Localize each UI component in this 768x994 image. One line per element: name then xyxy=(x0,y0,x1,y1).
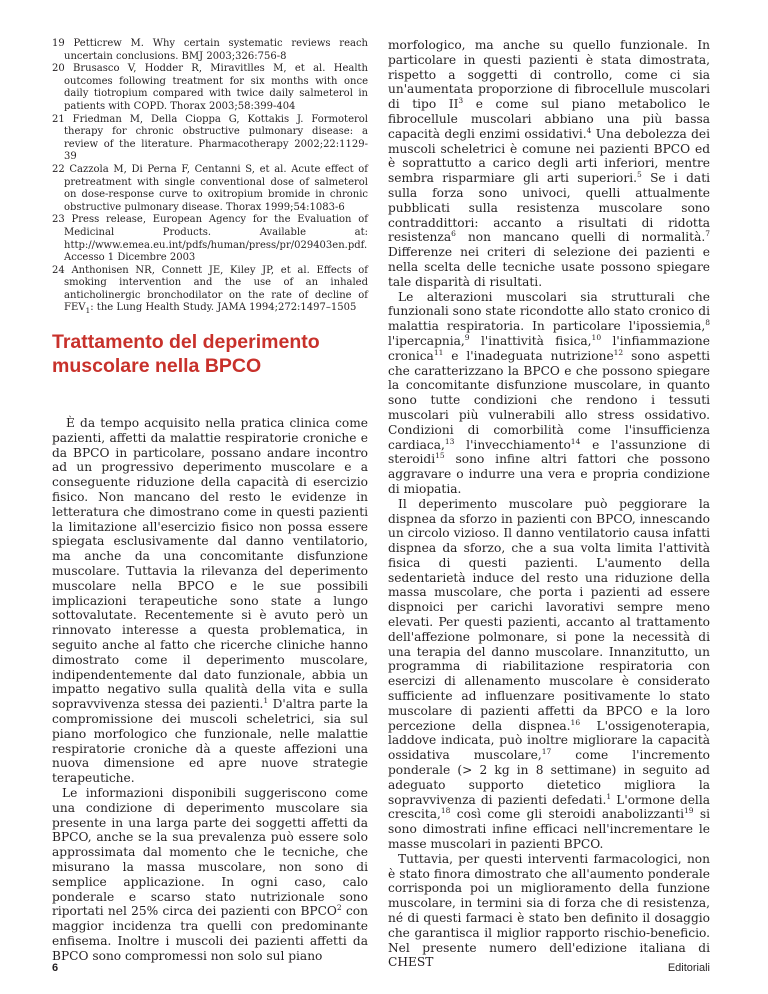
reference-number: 19 xyxy=(52,38,65,49)
reference-number: 22 xyxy=(52,163,65,175)
reference-list xyxy=(52,38,368,315)
reference-number: 20 xyxy=(52,63,65,75)
reference-number: 23 xyxy=(52,214,65,226)
reference-item xyxy=(52,114,368,164)
body-paragraph: Le informazioni disponibili suggeriscono come una condizione di deperimento muscolare sia presente in una larga parte dei soggetti affetti da BPCO, anche se la sua prevalenza può essere solo approssimata dal momento che le tecniche, che misurano la massa muscolare, non sono di semplice applicazione. In ogni caso, calo ponderale e scarso stato nutrizionale sono riportati nel 25% circa dei pazienti con BPCO$^2$ con maggior incidenza tra quelli con predominante enfisema. Inoltre i muscoli dei pazienti affetti da BPCO sono compromessi non solo sul piano xyxy=(52,785,368,963)
section-label: Editoriali xyxy=(667,962,710,974)
references-column xyxy=(52,38,368,315)
reference-text: Petticrew M. Why certain systematic reviews reach uncertain conclusions. BMJ 2003;326:756-8 xyxy=(64,38,368,62)
reference-number: 21 xyxy=(52,113,65,125)
reference-item xyxy=(52,63,368,113)
article-title: Trattamento del deperimento muscolare nella BPCO xyxy=(52,331,320,377)
reference-number: 24 xyxy=(52,264,65,276)
body-paragraph: È da tempo acquisito nella pratica clinica come pazienti, affetti da malattie respiratorie croniche e da BPCO in particolare, possano andare incontro ad un progressivo deperimento muscolare e a conseguente riduzione della capacità di esercizio fisico. Non mancano del resto le evidenze in letteratura che dimostrano come in questi pazienti la limitazione all'esercizio fisico non possa essere spiegata esclusivamente dal danno ventilatorio, ma anche da una concomitante disfunzione muscolare. Tuttavia la rilevanza del deperimento muscolare nella BPCO e le sue possibili implicazioni terapeutiche sono state a lungo sottovalutate. Recentemente si è avuto però un rinnovato interesse a questa problematica, in seguito anche al fatto che ricerche cliniche hanno dimostrato come il deperimento muscolare, indipendentemente dal dato funzionale, abbia un impatto negativo sulla qualità della vita e sulla sopravvivenza stessa dei pazienti.$^1$ D'altra parte la compromissione dei muscoli scheletrici, sia sul piano morfologico che funzionale, nelle malattie respiratorie croniche dà a queste affezioni una nuova dimensione ed apre nuove strategie terapeutiche. xyxy=(52,416,368,786)
reference-text: Brusasco V, Hodder R, Miravitlles M, et al. Health outcomes following treatment for six months with once daily tiotropium compared with twice daily salmeterol in patients with COPD. Thorax 2003;58:399-404 xyxy=(64,63,368,112)
reference-item xyxy=(52,38,368,63)
reference-text: Cazzola M, Di Perna F, Centanni S, et al. Acute effect of pretreatment with single conventional dose of salmeterol on dose-response curve to oxitropium bromide in chronic obstructive pulmonary disease. Thorax 1999;54:1083-6 xyxy=(64,163,368,213)
body-paragraph: Le alterazioni muscolari sia strutturali che funzionali sono state ricondotte allo stato cronico di malattia respiratoria. In particolare l'ipossiemia,$^8$ l'ipercapnia,$^9$ l'inattività fisica,$^{10}$ l'infiammazione cronica$^{11}$ e l'inadeguata nutrizione$^{12}$ sono aspetti che caratterizzano la BPCO e che possono spiegare la concomitante disfunzione muscolare, in quanto sono tutte condizioni che rendono i tessuti muscolari più vulnerabili allo stress ossidativo. Condizioni di comorbilità come l'insufficienza cardiaca,$^{13}$ l'invecchiamento$^{14}$ e l'assunzione di steroidi$^{15}$ sono infine altri fattori che possono aggravare o indurre una vera e propria condizione di miopatia. xyxy=(388,289,710,496)
reference-text: Press release, European Agency for the Evaluation of Medicinal Products. Available at: http://www.emea.eu.int/pdfs/human/press/pr/029403en.pdf. Accesso 1 Dicembre 2003 xyxy=(64,214,368,264)
right-body-column xyxy=(388,38,710,970)
body-paragraph: morfologico, ma anche su quello funzionale. In particolare in questi pazienti è stata dimostrata, rispetto a soggetti di controllo, come ci sia un'aumentata proporzione di fibrocellule muscolari di tipo $II^3$ e come sul piano metabolico le fibrocellule muscolari abbiano una più bassa capacità degli enzimi ossidativi.$^4$ Una debolezza dei muscoli scheletrici è comune nei pazienti BPCO ed è soprattutto a carico degli arti inferiori, mentre sembra risparmiare gli arti superiori.$^5$ Se i dati sulla forza sono univoci, quelli attualmente pubblicati sulla resistenza muscolare sono contraddittori: accanto a risultati di ridotta resistenza$^6$ non mancano quelli di normalità.$^7$ Differenze nei criteri di selezione dei pazienti e nella scelta delle tecniche usate possono spiegare tale disparità di risultati. xyxy=(388,38,710,289)
left-body-column xyxy=(52,416,368,963)
reference-text: Anthonisen NR, Connett JE, Kiley JP, et al. Effects of smoking intervention and the use of an inhaled anticholinergic bronchodilator on the rate of decline of $FEV_1$: the Lung Health Study. JAMA 1994;272:1497–1505 xyxy=(64,264,368,316)
page-number: 6 xyxy=(52,962,59,974)
reference-item xyxy=(52,265,368,315)
reference-text: Friedman M, Della Cioppa G, Kottakis J. Formoterol therapy for chronic obstructive pulmonary disease: a review of the literature. Pharmacotherapy 2002;22:1129-39 xyxy=(64,113,368,163)
reference-item xyxy=(52,164,368,214)
body-paragraph: Il deperimento muscolare può peggiorare la dispnea da sforzo in pazienti con BPCO, innescando un circolo vizioso. Il danno ventilatorio causa infatti dispnea da sforzo, che a sua volta limita l'attività fisica di questi pazienti. L'aumento della sedentarietà induce del resto una riduzione della massa muscolare, che porta i pazienti ad essere dispnoici per carichi lavorativi sempre meno elevati. Per questi pazienti, accanto al trattamento dell'affezione polmonare, si pone la necessità di una terapia del danno muscolare. Innanzitutto, un programma di riabilitazione respiratoria con esercizi di allenamento muscolare è considerato sufficiente ad influenzare positivamente lo stato muscolare di pazienti affetti da BPCO e la loro percezione della dispnea.$^{16}$ L'ossigenoterapia, laddove indicata, può inoltre migliorare la capacità ossidativa muscolare,$^{17}$ come l'incremento ponderale (> 2 kg in 8 settimane) in seguito ad adeguato supporto dietetico migliora la sopravvivenza di pazienti defedati.$^1$ L'ormone della crescita,$^{18}$ così come gli steroidi anabolizzanti$^{19}$ si sono dimostrati infine efficaci nell'incrementare le masse muscolari in pazienti BPCO. xyxy=(388,496,710,852)
reference-item xyxy=(52,214,368,264)
body-paragraph: Tuttavia, per questi interventi farmacologici, non è stato finora dimostrato che all'aumento ponderale corrisponda poi un miglioramento della funzione muscolare, in termini sia di forza che di resistenza, né di questi farmaci è stato ben definito il dosaggio che garantisca il miglior rapporto rischio-beneficio. Nel presente numero dell'edizione italiana di CHEST xyxy=(388,851,710,970)
